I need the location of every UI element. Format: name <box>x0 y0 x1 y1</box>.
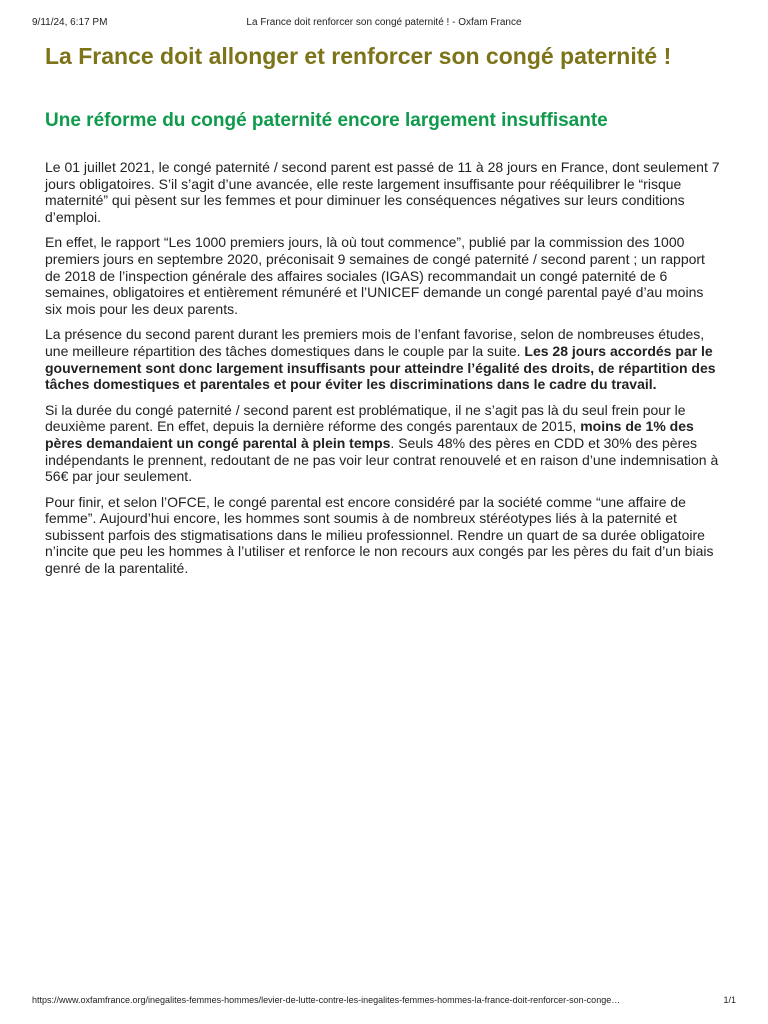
paragraph-text: . Seuls 48% des pères en CDD et 30% des pères indépendants le prennent, redoutant de ne pas voir leur contrat renouvelé et en raison d’une indemnisation à 56€ par jour seulement. <box>45 434 719 485</box>
paragraph-text: La présence du second parent durant les premiers mois de l’enfant favorise, selon de nombreuses études, une meilleure répartition des tâches domestiques dans le couple par la suite. <box>45 326 705 359</box>
paragraph-text: Pour finir, et selon l’OFCE, le congé parental est encore considéré par la société comme “une affaire de femme”. Aujourd’hui encore, les hommes sont soumis à de nombreux stéréotypes liés à la paternité et subissent parfois des stigmatisations dans le milieu professionnel. Rendre un quart de sa durée obligatoire n’incite que peu les hommes à l’utiliser et renforce le non recours aux congés par les pères du fait d’un biais genré de la parentalité. <box>45 493 714 577</box>
print-url: https://www.oxfamfrance.org/inegalites-femmes-hommes/levier-de-lutte-contre-les-inegalites-femmes-hommes-la-france-doit-renforcer-son-conge… <box>32 995 621 1005</box>
emphasis-text: Les 28 jours accordés par le gouvernement sont donc largement insuffisants pour atteindre l’égalité des droits, de répartition des tâches domestiques et parentales et pour éviter les discriminations dans le cadre du travail. <box>45 342 716 393</box>
body-paragraph <box>45 159 721 225</box>
body-paragraph <box>45 326 721 392</box>
page-number: 1/1 <box>723 995 736 1005</box>
article <box>45 42 721 577</box>
article-title: La France doit allonger et renforcer son congé paternité ! <box>45 43 672 69</box>
article-subtitle: Une réforme du congé paternité encore largement insuffisante <box>45 110 608 131</box>
paragraph-text: Si la durée du congé paternité / second parent est problématique, il ne s’agit pas là du seul frein pour le deuxième parent. En effet, depuis la dernière réforme des congés parentaux de 2015, <box>45 401 686 435</box>
body-paragraph <box>45 494 721 577</box>
emphasis-text: moins de 1% des pères demandaient un congé parental à plein temps <box>45 418 694 451</box>
print-page-title: La France doit renforcer son congé paternité ! - Oxfam France <box>246 17 522 28</box>
print-footer <box>32 995 736 1009</box>
article-body <box>45 159 721 577</box>
paragraph-text: En effet, le rapport “Les 1000 premiers jours, là où tout commence”, publié par la commission des 1000 premiers jours en septembre 2020, préconisait 9 semaines de congé paternité / second parent ; un rapport de 2018 de l’inspection générale des affaires sociales (IGAS) recommandait un congé paternité de 6 semaines, obligatoires et entièrement rémunéré et l’UNICEF demande un congé parental payé d’au moins six mois pour les deux parents. <box>45 234 705 317</box>
body-paragraph <box>45 402 721 485</box>
print-date: 9/11/24, 6:17 PM <box>32 17 108 28</box>
print-header <box>32 17 736 31</box>
paragraph-text: Le 01 juillet 2021, le congé paternité / second parent est passé de 11 à 28 jours en France, dont seulement 7 jours obligatoires. S’il s’agit d’une avancée, elle reste largement insuffisante pour rééquilibrer le “risque maternité” qui pèsent sur les femmes et pour diminuer les conséquences négatives sur leurs conditions d’emploi. <box>45 159 720 225</box>
body-paragraph <box>45 234 721 317</box>
